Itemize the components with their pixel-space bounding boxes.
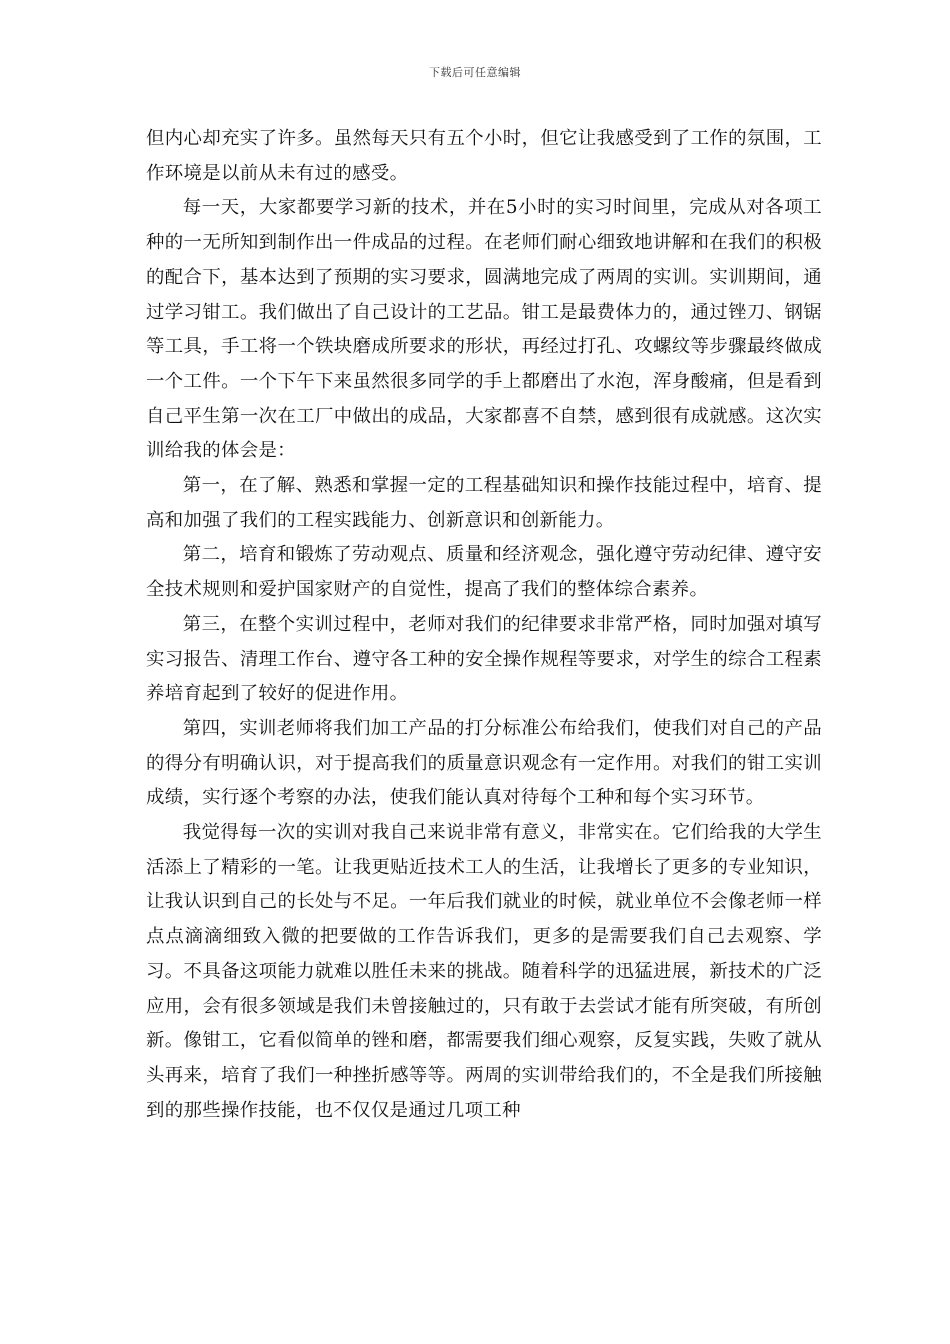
document-body	[146, 122, 822, 1128]
paragraph-training-process: 每一天，大家都要学习新的技术，并在5小时的实习时间里，完成从对各项工种的一无所知到制作出一件成品的过程。在老师们耐心细致地讲解和在我们的积极的配合下，基本达到了预期的实习要求，圆满地完成了两周的实训。实训期间，通过学习钳工。我们做出了自己设计的工艺品。钳工是最费体力的，通过锉刀、钢锯等工具，手工将一个铁块磨成所要求的形状，再经过打孔、攻螺纹等步骤最终做成一个工件。一个下午下来虽然很多同学的手上都磨出了水泡，浑身酸痛，但是看到自己平生第一次在工厂中做出的成品，大家都喜不自禁，感到很有成就感。这次实训给我的体会是：	[146, 197, 822, 462]
page-header: 下载后可任意编辑	[429, 66, 521, 79]
paragraph-continuation: 但内心却充实了许多。虽然每天只有五个小时，但它让我感受到了工作的氛围，工作环境是以前从未有过的感受。	[146, 128, 822, 184]
paragraph-point-three: 第三，在整个实训过程中，老师对我们的纪律要求非常严格，同时加强对填写实习报告、清理工作台、遵守各工种的安全操作规程等要求，对学生的综合工程素养培育起到了较好的促进作用。	[146, 613, 822, 705]
paragraph-point-four: 第四，实训老师将我们加工产品的打分标准公布给我们，使我们对自己的产品的得分有明确认识，对于提高我们的质量意识观念有一定作用。对我们的钳工实训成绩，实行逐个考察的办法，使我们能认真对待每个工种和每个实习环节。	[146, 717, 822, 809]
paragraph-point-one: 第一，在了解、熟悉和掌握一定的工程基础知识和操作技能过程中，培育、提高和加强了我们的工程实践能力、创新意识和创新能力。	[146, 475, 822, 531]
paragraph-point-two: 第二，培育和锻炼了劳动观点、质量和经济观念，强化遵守劳动纪律、遵守安全技术规则和爱护国家财产的自觉性，提高了我们的整体综合素养。	[146, 544, 822, 601]
paragraph-reflection: 我觉得每一次的实训对我自己来说非常有意义，非常实在。它们给我的大学生活添上了精彩的一笔。让我更贴近技术工人的生活，让我增长了更多的专业知识，让我认识到自己的长处与不足。一年后我们就业的时候，就业单位不会像老师一样点点滴滴细致入微的把要做的工作告诉我们，更多的是需要我们自己去观察、学习。不具备这项能力就难以胜任未来的挑战。随着科学的迅猛进展，新技术的广泛应用，会有很多领域是我们未曾接触过的，只有敢于去尝试才能有所突破，有所创新。像钳工，它看似简单的锉和磨，都需要我们细心观察，反复实践，失败了就从头再来，培育了我们一种挫折感等等。两周的实训带给我们的，不全是我们所接触到的那些操作技能，也不仅仅是通过几项工种	[146, 822, 822, 1121]
